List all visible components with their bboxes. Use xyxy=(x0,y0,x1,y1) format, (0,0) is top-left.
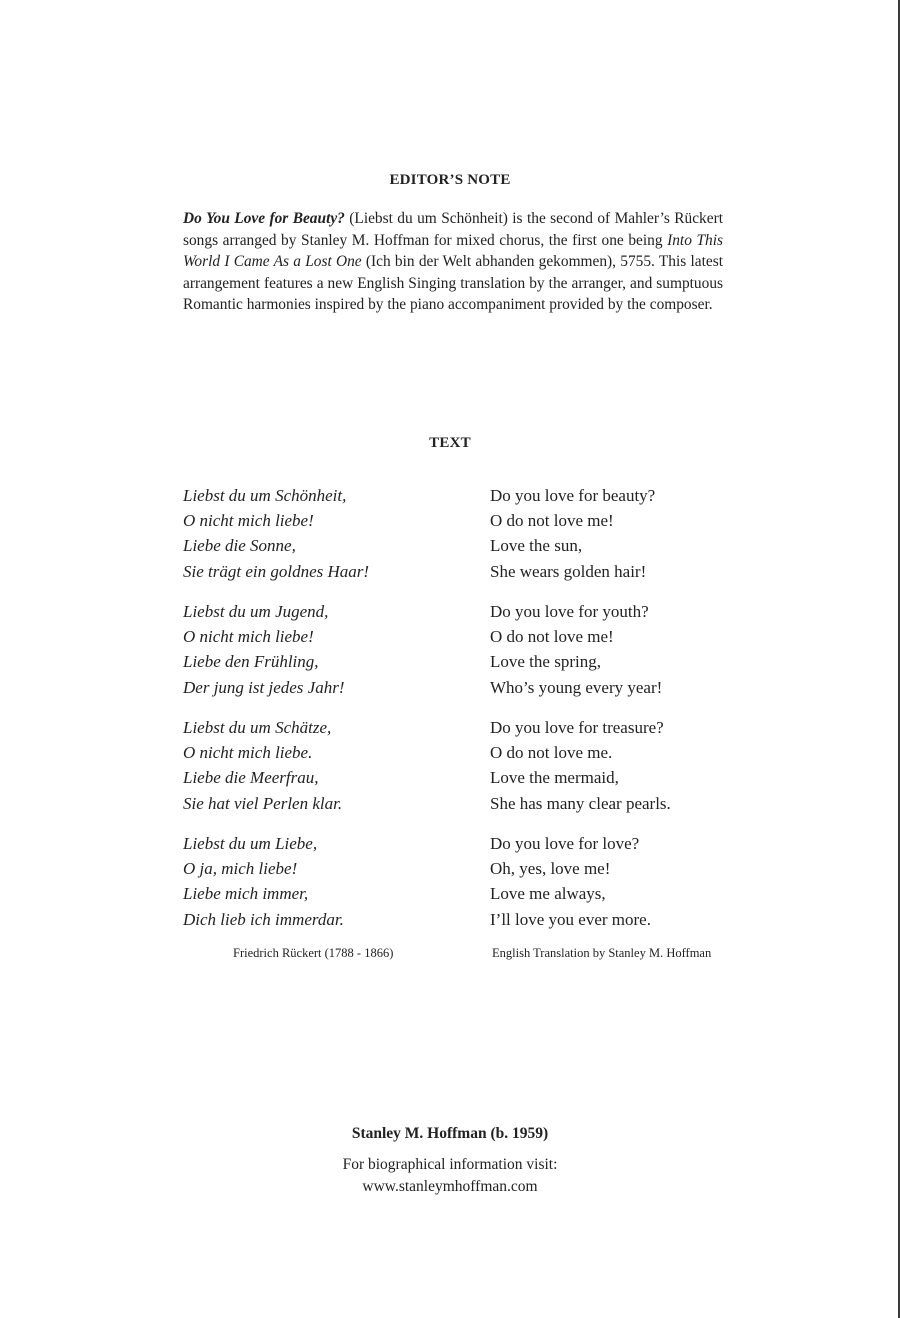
german-text-column xyxy=(183,483,369,947)
note-title-bold: Do You Love for Beauty? xyxy=(183,210,345,227)
german-line: Sie trägt ein goldnes Haar! xyxy=(183,561,370,581)
english-line: O do not love me. xyxy=(490,743,613,763)
english-line: O do not love me! xyxy=(490,627,614,647)
english-stanza xyxy=(490,715,671,816)
english-line: Do you love for youth? xyxy=(490,602,649,621)
german-stanza xyxy=(183,483,369,584)
text-heading: TEXT xyxy=(429,435,471,451)
english-stanza xyxy=(490,831,671,932)
english-text-column xyxy=(490,483,671,947)
english-line: O do not love me! xyxy=(490,511,614,531)
german-stanza xyxy=(183,599,369,700)
note-segment-1: (Liebst du um Schönheit) is the second of Mahler’s Rückert songs arranged by Stanley M. Hoffman for mixed chorus, the first one being xyxy=(183,210,723,249)
note-segment-2: (Ich bin der Welt abhanden gekommen), 5755. This latest arrangement features a new English Singing translation by the arranger, and sumptuous Romantic harmonies inspired by the piano accompaniment provided by the composer. xyxy=(183,253,723,313)
english-credit: English Translation by Stanley M. Hoffman xyxy=(492,946,712,960)
german-line: Der jung ist jedes Jahr! xyxy=(183,677,345,697)
bio-info-line: For biographical information visit: xyxy=(342,1156,558,1173)
editors-note-paragraph xyxy=(183,208,723,316)
english-line: Do you love for beauty? xyxy=(490,486,656,505)
note-title-italic: Into This World I Came As a Lost One xyxy=(183,231,723,270)
editors-note-heading: EDITOR’S NOTE xyxy=(389,172,511,188)
german-line: Liebe die Meerfrau, xyxy=(183,768,319,788)
german-line: O nicht mich liebe! xyxy=(183,627,314,647)
german-line: Liebst du um Schätze, xyxy=(183,718,332,737)
german-line: O nicht mich liebe. xyxy=(183,743,313,763)
english-line: She wears golden hair! xyxy=(490,561,647,581)
german-line: Sie hat viel Perlen klar. xyxy=(183,793,343,813)
german-line: Liebst du um Schönheit, xyxy=(183,486,347,505)
german-line: Liebe mich immer, xyxy=(183,884,309,904)
german-stanza xyxy=(183,831,369,932)
english-stanza xyxy=(490,599,671,700)
english-line: Love the sun, xyxy=(490,536,583,556)
english-line: Love the spring, xyxy=(490,652,601,672)
english-stanza xyxy=(490,483,671,584)
english-line: Love the mermaid, xyxy=(490,768,619,788)
composer-info xyxy=(0,1154,900,1198)
german-line: O nicht mich liebe! xyxy=(183,511,314,531)
english-line: Do you love for treasure? xyxy=(490,718,664,737)
german-line: Dich lieb ich immerdar. xyxy=(183,909,344,929)
german-line: Liebst du um Liebe, xyxy=(183,834,318,853)
german-credit: Friedrich Rückert (1788 - 1866) xyxy=(233,946,394,960)
english-line: Who’s young every year! xyxy=(490,677,663,697)
german-stanza xyxy=(183,715,369,816)
composer-name: Stanley M. Hoffman (b. 1959) xyxy=(351,1125,549,1142)
english-line: Love me always, xyxy=(490,884,606,904)
english-line: I’ll love you ever more. xyxy=(490,909,651,929)
english-line: Oh, yes, love me! xyxy=(490,859,611,879)
german-line: Liebe die Sonne, xyxy=(183,536,296,556)
english-line: She has many clear pearls. xyxy=(490,793,671,813)
german-line: Liebst du um Jugend, xyxy=(183,602,329,621)
german-line: O ja, mich liebe! xyxy=(183,859,298,879)
english-line: Do you love for love? xyxy=(490,834,640,853)
website-link[interactable]: www.stanleymhoffman.com xyxy=(362,1178,538,1195)
german-line: Liebe den Frühling, xyxy=(183,652,319,672)
